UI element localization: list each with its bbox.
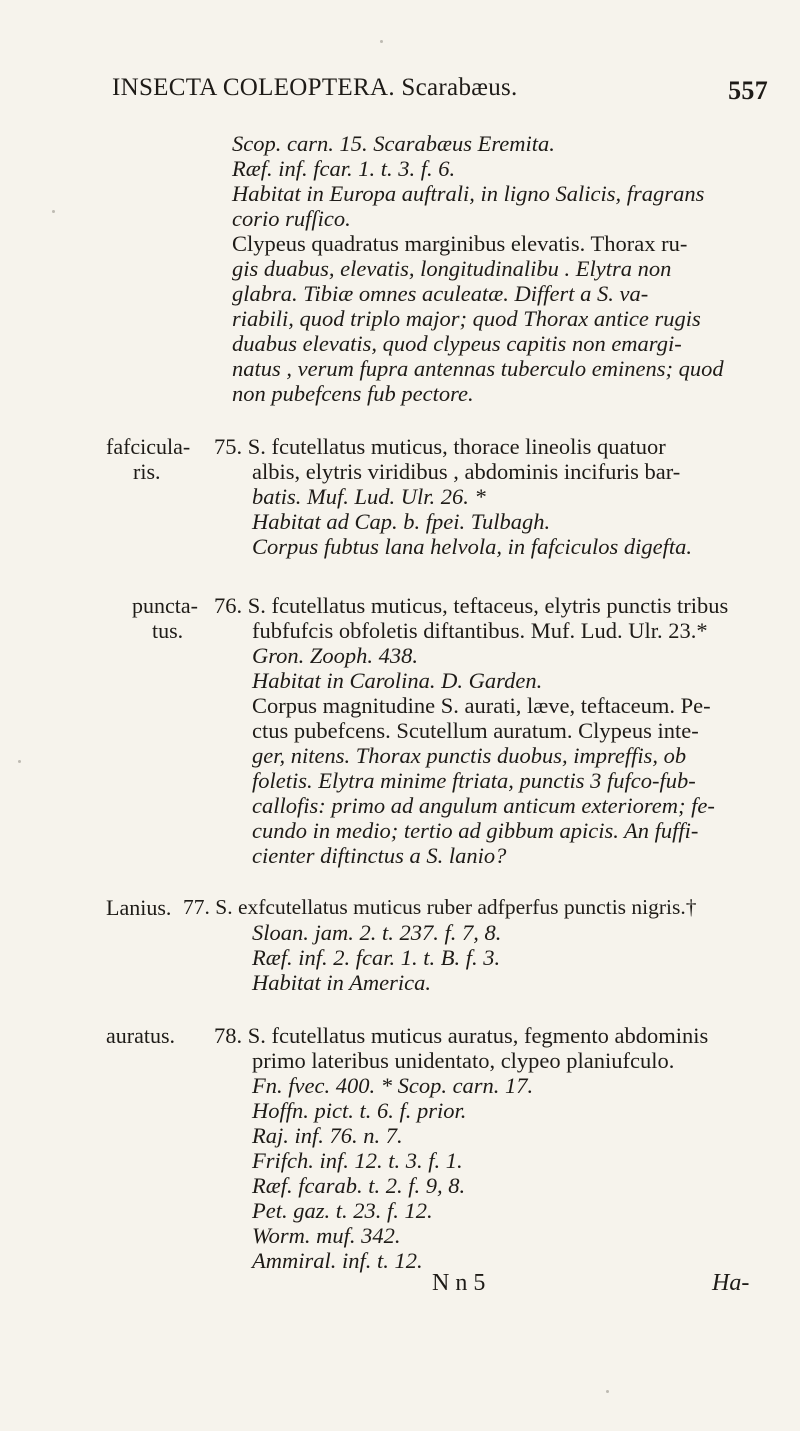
entry-line: non pubefcens fub pectore. [232,381,474,406]
entry-line: Habitat in America. [252,970,431,995]
entry-line: ctus pubefcens. Scutellum auratum. Clypeus inte- [252,718,699,743]
entry-line: Raj. inf. 76. n. 7. [252,1123,403,1148]
entry-line: foletis. Elytra minime ftriata, punctis 3 fufco-fub- [252,768,696,793]
entry-line: Corpus fubtus lana helvola, in fafciculos digefta. [252,534,692,559]
paper-speck [52,210,55,213]
signature-mark: N n 5 [432,1270,486,1296]
margin-label: tus. [152,618,184,643]
margin-label: Lanius. [106,895,172,920]
entry-line: Habitat ad Cap. b. fpei. Tulbagh. [252,509,551,534]
entry-line: natus , verum fupra antennas tuberculo eminens; quod [232,356,724,381]
paper-speck [18,760,21,763]
entry-line: duabus elevatis, quod clypeus capitis non emargi- [232,331,682,356]
margin-label: puncta- [132,593,198,618]
paper-speck [380,40,383,43]
entry-line: Gron. Zooph. 438. [252,643,419,668]
entry-line: 77. S. exfcutellatus muticus ruber adfperfus punctis nigris.† [183,895,697,919]
entry-line: primo lateribus unidentato, clypeo planiufculo. [252,1048,675,1073]
entry-line: cienter diftinctus a S. lanio? [252,843,507,868]
entry-line: callofis: primo ad angulum anticum exteriorem; fe- [252,793,715,818]
entry-line: riabili, quod triplo major; quod Thorax antice rugis [232,306,701,331]
entry-line: Corpus magnitudine S. aurati, læve, teftaceum. Pe- [252,693,711,718]
entry-line: Habitat in Carolina. D. Garden. [252,668,543,693]
entry-line: Clypeus quadratus marginibus elevatis. Thorax ru- [232,231,688,256]
entry-line: 78. S. fcutellatus muticus auratus, fegmento abdominis [214,1023,709,1048]
entry-line: cundo in medio; tertio ad gibbum apicis. An fuffi- [252,818,699,843]
entry-line: Ræf. inf. 2. fcar. 1. t. B. f. 3. [252,945,501,970]
entry-line: Sloan. jam. 2. t. 237. f. 7, 8. [252,920,502,945]
entry-line: Ræf. fcarab. t. 2. f. 9, 8. [252,1173,466,1198]
entry-line: Pet. gaz. t. 23. f. 12. [252,1198,433,1223]
running-title: INSECTA COLEOPTERA. Scarabæus. [112,74,518,101]
page-number: 557 [728,76,768,105]
entry-line: glabra. Tibiæ omnes aculeatæ. Differt a S. va- [232,281,649,306]
paper-speck [606,1390,609,1393]
entry-line: albis, elytris viridibus , abdominis incifuris bar- [252,459,681,484]
entry-line: Frifch. inf. 12. t. 3. f. 1. [252,1148,463,1173]
margin-label: auratus. [106,1023,176,1048]
entry-line: ger, nitens. Thorax punctis duobus, impreffis, ob [252,743,687,768]
catchword: Ha- [712,1270,750,1296]
entry-line: Fn. fvec. 400. * Scop. carn. 17. [252,1073,534,1098]
margin-label: ris. [133,459,161,484]
margin-label: fafcicula- [106,434,191,459]
entry-line: Worm. muf. 342. [252,1223,401,1248]
entry-line: Ammiral. inf. t. 12. [252,1248,423,1273]
entry-line: batis. Muf. Lud. Ulr. 26. * [252,484,486,509]
entry-line: fubfufcis obfoletis diftantibus. Muf. Lud. Ulr. 23.* [252,618,708,643]
entry-line: 76. S. fcutellatus muticus, teftaceus, elytris punctis tribus [214,593,729,618]
entry-line: corio rufſico. [232,206,351,231]
entry-line: Hoffn. pict. t. 6. f. prior. [252,1098,467,1123]
entry-line: Ræf. inf. fcar. 1. t. 3. f. 6. [232,156,456,181]
entry-line: Scop. carn. 15. Scarabæus Eremita. [232,131,555,156]
entry-line: gis duabus, elevatis, longitudinalibu . Elytra non [232,256,672,281]
entry-line: Habitat in Europa auftrali, in ligno Salicis, fragrans [232,181,705,206]
entry-line: 75. S. fcutellatus muticus, thorace lineolis quatuor [214,434,666,459]
